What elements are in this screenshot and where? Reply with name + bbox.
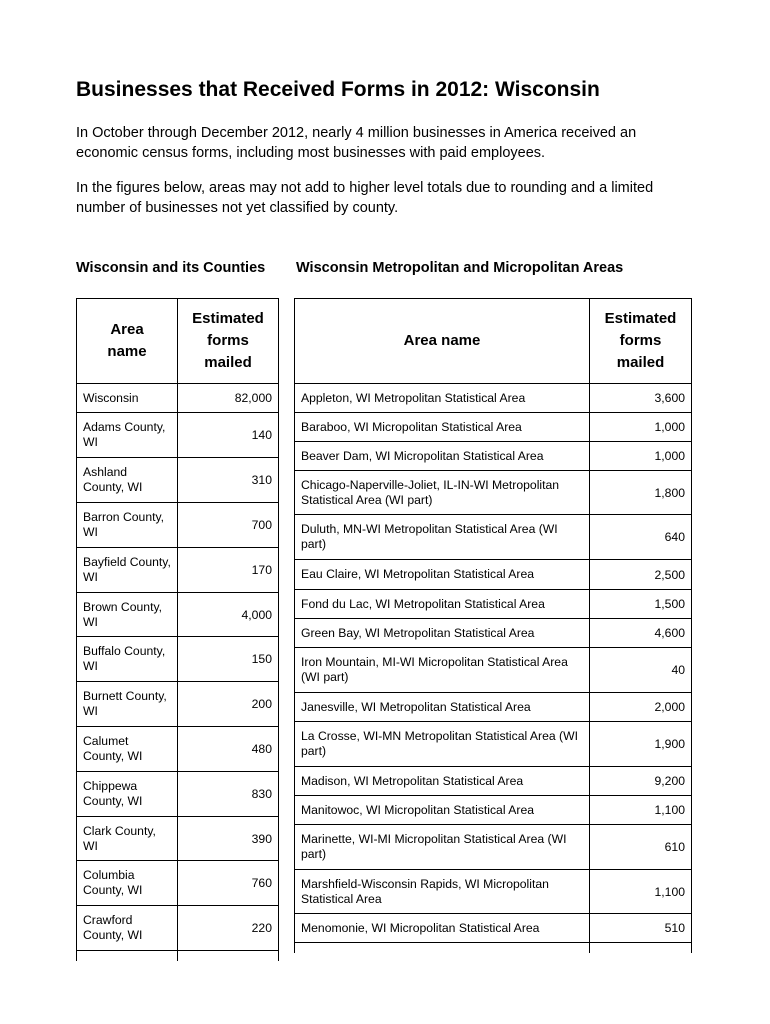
- table-row: [77, 503, 279, 548]
- forms-value: 510: [590, 914, 692, 943]
- area-name: Manitowoc, WI Micropolitan Statistical Area: [295, 796, 590, 825]
- area-name: Fond du Lac, WI Metropolitan Statistical Area: [295, 590, 590, 619]
- area-name: Barron County, WI: [77, 503, 178, 548]
- counties-col-area: Area name: [77, 299, 178, 384]
- table-row: [295, 825, 692, 870]
- area-name: Janesville, WI Metropolitan Statistical Area: [295, 693, 590, 722]
- page-title: Businesses that Received Forms in 2012: Wisconsin: [76, 78, 600, 101]
- table-row: [77, 817, 279, 861]
- area-name: Iron Mountain, MI-WI Micropolitan Statistical Area (WI part): [295, 648, 590, 693]
- forms-value: 610: [590, 825, 692, 870]
- note-paragraph: In the figures below, areas may not add to higher level totals due to rounding and a limited number of businesses not yet classified by county.: [76, 180, 654, 216]
- table-row: [295, 413, 692, 442]
- table-row: [295, 648, 692, 693]
- area-name: Baraboo, WI Micropolitan Statistical Area: [295, 413, 590, 442]
- table-row: [295, 767, 692, 796]
- forms-value: 220: [178, 906, 279, 951]
- forms-value: 140: [178, 413, 279, 458]
- metro-heading: Wisconsin Metropolitan and Micropolitan Areas: [296, 260, 624, 276]
- table-row: [295, 471, 692, 515]
- forms-value: 390: [178, 817, 279, 861]
- table-row-continued: [295, 943, 692, 954]
- area-name: Chippewa County, WI: [77, 772, 178, 817]
- table-row: [77, 384, 279, 413]
- forms-value: 640: [590, 515, 692, 560]
- forms-value: 1,000: [590, 413, 692, 442]
- area-name: La Crosse, WI-MN Metropolitan Statistical Area (WI part): [295, 722, 590, 767]
- area-name: Menomonie, WI Micropolitan Statistical Area: [295, 914, 590, 943]
- forms-value: 9,200: [590, 767, 692, 796]
- metro-table: [294, 298, 692, 953]
- metro-col-forms: Estimated forms mailed: [590, 299, 692, 384]
- table-row: [295, 796, 692, 825]
- area-name: Buffalo County, WI: [77, 637, 178, 682]
- table-row: [295, 914, 692, 943]
- table-row: [295, 442, 692, 471]
- table-row: [77, 413, 279, 458]
- table-row: [295, 619, 692, 648]
- area-name: Chicago-Naperville-Joliet, IL-IN-WI Metropolitan Statistical Area (WI part): [295, 471, 590, 515]
- table-row: [77, 682, 279, 727]
- table-row: [77, 727, 279, 772]
- table-row: [77, 637, 279, 682]
- table-row: [295, 384, 692, 413]
- forms-value: 760: [178, 861, 279, 906]
- area-name: Clark County, WI: [77, 817, 178, 861]
- area-name: Brown County, WI: [77, 593, 178, 637]
- table-row: [77, 458, 279, 503]
- forms-value: 2,000: [590, 693, 692, 722]
- forms-value: 2,500: [590, 560, 692, 590]
- counties-table: [76, 298, 279, 961]
- forms-value: 1,800: [590, 471, 692, 515]
- table-row-continued: [77, 951, 279, 962]
- forms-value: 1,100: [590, 796, 692, 825]
- area-name: Ashland County, WI: [77, 458, 178, 503]
- table-row: [295, 722, 692, 767]
- metro-col-area: Area name: [295, 299, 590, 384]
- area-name: Duluth, MN-WI Metropolitan Statistical Area (WI part): [295, 515, 590, 560]
- forms-value: 1,100: [590, 870, 692, 914]
- forms-value: 4,000: [178, 593, 279, 637]
- forms-value: 830: [178, 772, 279, 817]
- table-row: [77, 906, 279, 951]
- area-name: Madison, WI Metropolitan Statistical Area: [295, 767, 590, 796]
- area-name: Columbia County, WI: [77, 861, 178, 906]
- table-row: [77, 772, 279, 817]
- area-name: Marshfield-Wisconsin Rapids, WI Micropolitan Statistical Area: [295, 870, 590, 914]
- area-name: Burnett County, WI: [77, 682, 178, 727]
- forms-value: 310: [178, 458, 279, 503]
- table-row: [77, 593, 279, 637]
- area-name: Bayfield County, WI: [77, 548, 178, 593]
- table-row: [295, 560, 692, 590]
- area-name: Wisconsin: [77, 384, 178, 413]
- area-name: Beaver Dam, WI Micropolitan Statistical Area: [295, 442, 590, 471]
- table-row: [295, 870, 692, 914]
- forms-value: 200: [178, 682, 279, 727]
- forms-value: 82,000: [178, 384, 279, 413]
- table-row: [295, 693, 692, 722]
- area-name: Marinette, WI-MI Micropolitan Statistical Area (WI part): [295, 825, 590, 870]
- forms-value: 1,000: [590, 442, 692, 471]
- forms-value: 170: [178, 548, 279, 593]
- counties-heading: Wisconsin and its Counties: [76, 260, 266, 276]
- area-name: Calumet County, WI: [77, 727, 178, 772]
- forms-value: 700: [178, 503, 279, 548]
- forms-value: 150: [178, 637, 279, 682]
- table-row: [295, 515, 692, 560]
- table-row: [295, 590, 692, 619]
- forms-value: 3,600: [590, 384, 692, 413]
- table-row: [77, 861, 279, 906]
- forms-value: 1,900: [590, 722, 692, 767]
- area-name: Appleton, WI Metropolitan Statistical Area: [295, 384, 590, 413]
- area-name: Adams County, WI: [77, 413, 178, 458]
- table-row: [77, 548, 279, 593]
- area-name: Eau Claire, WI Metropolitan Statistical Area: [295, 560, 590, 590]
- forms-value: 40: [590, 648, 692, 693]
- counties-col-forms: Estimated forms mailed: [178, 299, 279, 384]
- area-name: Crawford County, WI: [77, 906, 178, 951]
- intro-paragraph: In October through December 2012, nearly 4 million businesses in America received an economic census forms, including most businesses with paid employees.: [76, 125, 637, 161]
- forms-value: 4,600: [590, 619, 692, 648]
- area-name: Green Bay, WI Metropolitan Statistical Area: [295, 619, 590, 648]
- forms-value: 1,500: [590, 590, 692, 619]
- forms-value: 480: [178, 727, 279, 772]
